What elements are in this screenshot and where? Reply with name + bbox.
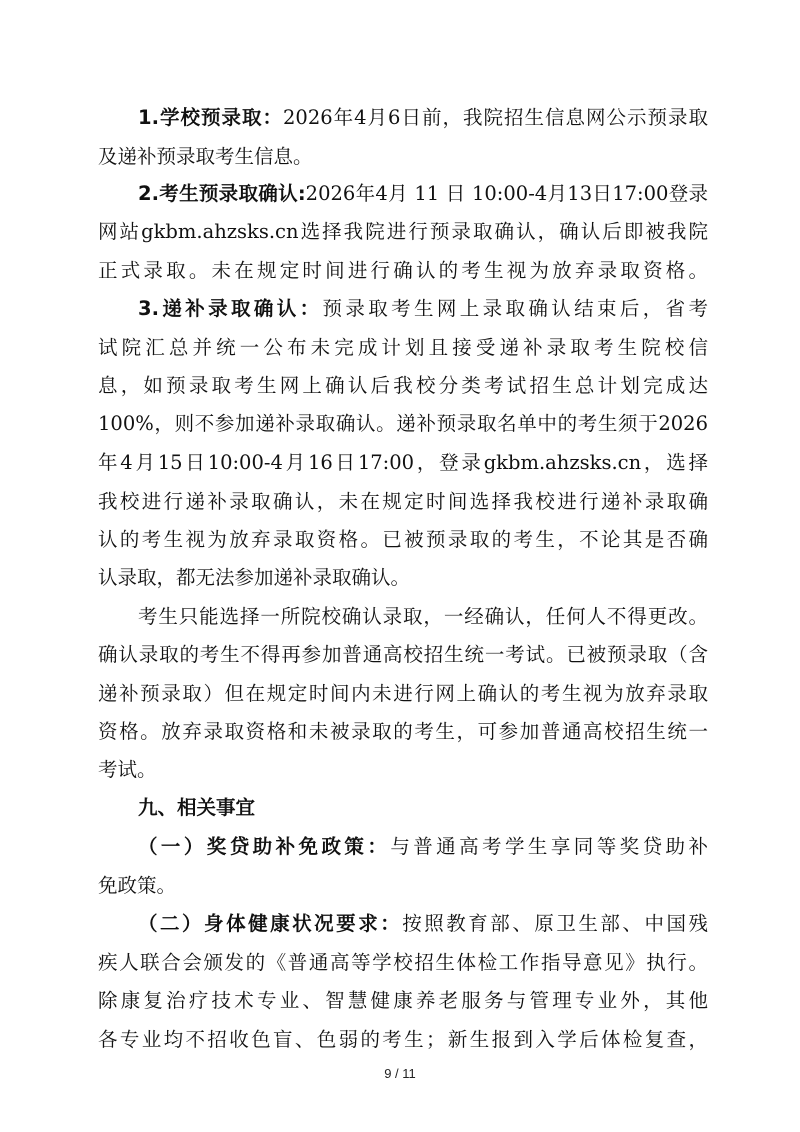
section1-line2: 及递补预录取考生信息。 xyxy=(98,145,313,168)
section3-heading: 3.递补录取确认： xyxy=(138,297,323,320)
subsection1-heading: （一）奖贷助补免政策： xyxy=(138,835,391,858)
subsection1-text: 与普通高考学生享同等奖贷助补 xyxy=(390,835,708,858)
subsection2-line3: 除康复治疗技术专业、智慧健康养老服务与管理专业外，其他 xyxy=(98,989,708,1012)
section3-line2: 试院汇总并统一公布未完成计划且接受递补录取考生院校信 xyxy=(98,336,708,359)
section2-line1 xyxy=(138,174,708,214)
section2-line2: 网站gkbm.ahzsks.cn选择我院进行预录取确认，确认后即被我院 xyxy=(98,220,708,243)
paragraph-line4: 资格。放弃录取资格和未被录取的考生，可参加普通高校招生统一 xyxy=(98,720,708,743)
section3-line1 xyxy=(138,289,708,329)
subsection2-line4: 各专业均不招收色盲、色弱的考生；新生报到入学后体检复查， xyxy=(98,1028,708,1051)
paragraph-line5: 考试。 xyxy=(98,758,157,781)
page-number: 9 / 11 xyxy=(384,1066,416,1081)
section3-line3: 息，如预录取考生网上确认后我校分类考试招生总计划完成达 xyxy=(98,374,708,397)
paragraph-line2: 确认录取的考生不得再参加普通高校招生统一考试。已被预录取（含 xyxy=(98,643,708,666)
subsection1-line2: 免政策。 xyxy=(98,874,177,897)
subsection2-text: 按照教育部、原卫生部、中国残 xyxy=(402,912,708,935)
subsection1-line1 xyxy=(138,827,708,867)
subsection2-heading: （二）身体健康状况要求： xyxy=(138,912,403,935)
section3-line4: 100%，则不参加递补录取确认。递补预录取名单中的考生须于2026 xyxy=(98,412,708,435)
section1-line1 xyxy=(138,98,708,138)
section2-text: 2026年4月 11 日 10:00-4月13日17:00登录 xyxy=(305,182,708,205)
subsection2-line2: 疾人联合会颁发的《普通高等学校招生体检工作指导意见》执行。 xyxy=(98,951,708,974)
paragraph-line3: 递补预录取）但在规定时间内未进行网上确认的考生视为放弃录取 xyxy=(98,682,708,705)
section1-heading: 1.学校预录取： xyxy=(138,106,283,129)
section2-line3: 正式录取。未在规定时间进行确认的考生视为放弃录取资格。 xyxy=(98,259,708,282)
section3-line8: 认录取，都无法参加递补录取确认。 xyxy=(98,566,411,589)
section-heading-9: 九、相关事宜 xyxy=(138,796,256,819)
paragraph-line1: 考生只能选择一所院校确认录取，一经确认，任何人不得更改。 xyxy=(138,605,708,628)
section3-line7: 认的考生视为放弃录取资格。已被预录取的考生，不论其是否确 xyxy=(98,528,708,551)
subsection2-line1 xyxy=(138,904,708,944)
section3-text: 预录取考生网上录取确认结束后，省考 xyxy=(322,297,708,320)
section3-line6: 我校进行递补录取确认，未在规定时间选择我校进行递补录取确 xyxy=(98,490,708,513)
section3-line5: 年4月15日10:00-4月16日17:00，登录gkbm.ahzsks.cn，选择 xyxy=(98,451,708,474)
section1-text: 2026年4月6日前，我院招生信息网公示预录取 xyxy=(283,106,708,129)
section2-heading: 2.考生预录取确认: xyxy=(138,182,306,205)
